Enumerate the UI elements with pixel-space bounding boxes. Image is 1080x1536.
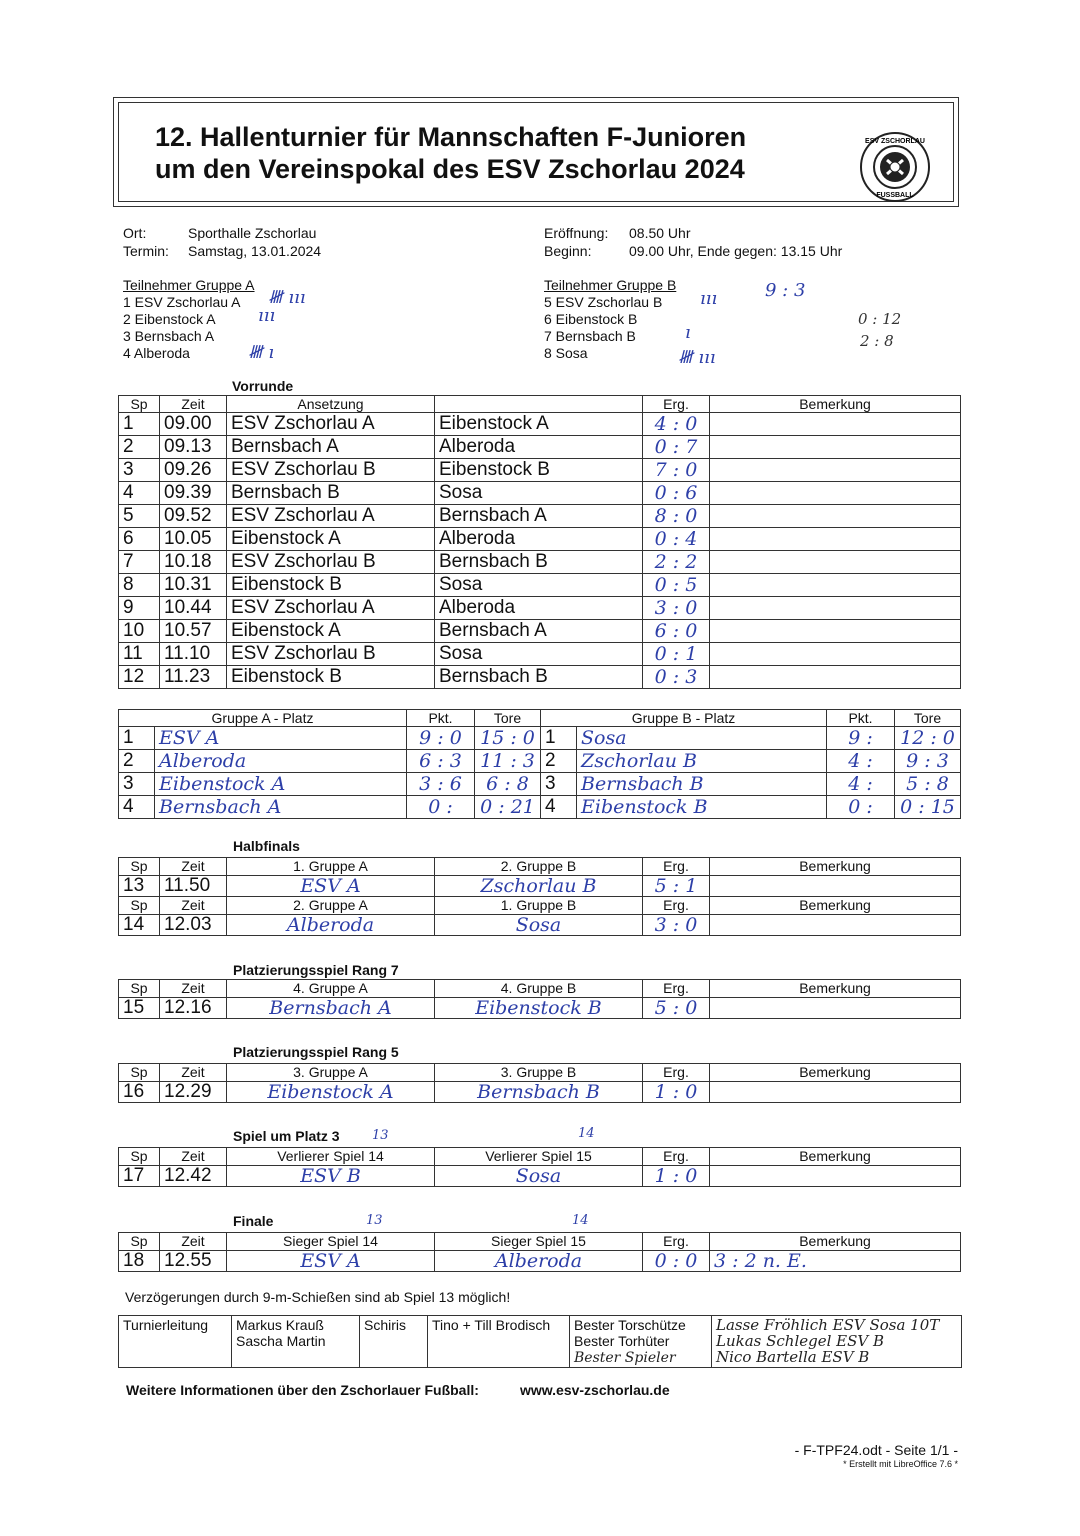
bemerkung: [710, 459, 961, 482]
award-labels: [570, 1316, 712, 1368]
page-footer-created: * Erstellt mit LibreOffice 7.6 *: [843, 1459, 958, 1469]
col-home: 2. Gruppe A: [227, 897, 435, 915]
group-b-tally-5: ııı: [700, 288, 718, 309]
zeit: 09.39: [160, 482, 227, 505]
zeit: 09.00: [160, 413, 227, 436]
bemerkung: [710, 574, 961, 597]
home: Alberoda: [227, 915, 435, 936]
erg: 0 : 3: [643, 666, 710, 689]
footer-table: [118, 1315, 962, 1368]
erg: 5 : 1: [643, 876, 710, 897]
table-row: [119, 1166, 961, 1187]
b-team: Bernsbach B: [577, 773, 827, 796]
erg: 6 : 0: [643, 620, 710, 643]
rank: 1: [119, 727, 155, 750]
zeit: 09.26: [160, 459, 227, 482]
away: Alberoda: [435, 597, 643, 620]
a-team: ESV A: [155, 727, 407, 750]
home: ESV Zschorlau A: [227, 597, 435, 620]
erg: 1 : 0: [643, 1166, 710, 1187]
erg: 0 : 6: [643, 482, 710, 505]
sp: 9: [119, 597, 160, 620]
erg: 3 : 0: [643, 597, 710, 620]
a-team: Eibenstock A: [155, 773, 407, 796]
zeit: 10.31: [160, 574, 227, 597]
sp: 18: [119, 1251, 160, 1272]
award-2-label: Bester Torhüter: [574, 1333, 670, 1349]
away: Bernsbach B: [435, 666, 643, 689]
group-b-tally-8: 𝍸 ııı: [678, 347, 716, 368]
termin-value: Samstag, 13.01.2024: [188, 243, 322, 259]
bemerkung: [710, 528, 961, 551]
club-logo: [859, 131, 931, 203]
table-row: [119, 528, 961, 551]
zeit: 12.16: [160, 998, 227, 1019]
col-zeit: Zeit: [160, 1148, 227, 1166]
a-pkt: 0 :: [407, 796, 475, 819]
website-link[interactable]: www.esv-zschorlau.de: [520, 1382, 670, 1398]
erg: 0 : 4: [643, 528, 710, 551]
col-home: 4. Gruppe A: [227, 980, 435, 998]
col-away: 3. Gruppe B: [435, 1064, 643, 1082]
bemerkung: [710, 915, 961, 936]
table-row: [119, 459, 961, 482]
bemerkung: [710, 551, 961, 574]
bemerkung: [710, 876, 961, 897]
home: ESV Zschorlau B: [227, 643, 435, 666]
page-footer-doc: - F-TPF24.odt - Seite 1/1 -: [794, 1442, 958, 1458]
col-erg: Erg.: [643, 1148, 710, 1166]
col-zeit: Zeit: [160, 1233, 227, 1251]
col-bemerkung: Bemerkung: [710, 1064, 961, 1082]
b-team: Eibenstock B: [577, 796, 827, 819]
table-row: [119, 998, 961, 1019]
award-1-winner: Lasse Fröhlich ESV Sosa 10T: [716, 1316, 940, 1334]
col-home: Verlierer Spiel 14: [227, 1148, 435, 1166]
platz3-note-away: 14: [578, 1126, 595, 1141]
table-row: [119, 666, 961, 689]
bemerkung: [710, 643, 961, 666]
sp: 17: [119, 1166, 160, 1187]
zeit: 10.05: [160, 528, 227, 551]
table-row: [119, 436, 961, 459]
col-erg: Erg.: [643, 1233, 710, 1251]
erg: 0 : 5: [643, 574, 710, 597]
erg: 0 : 7: [643, 436, 710, 459]
leitung-1: Markus Krauß: [236, 1317, 324, 1333]
sp: 7: [119, 551, 160, 574]
leitung-2: Sascha Martin: [236, 1333, 326, 1349]
ort-value: Sporthalle Zschorlau: [188, 225, 317, 241]
table-row: [119, 413, 961, 436]
b-tore: 9 : 3: [895, 750, 961, 773]
col-away: 4. Gruppe B: [435, 980, 643, 998]
col-a-tore: Tore: [475, 710, 541, 727]
col-bemerkung: Bemerkung: [710, 1233, 961, 1251]
group-a-heading: Teilnehmer Gruppe A: [123, 277, 255, 293]
sp: 14: [119, 915, 160, 936]
table-row: [119, 1251, 961, 1272]
group-b-tally-7: ı: [685, 322, 691, 343]
away: Sosa: [435, 574, 643, 597]
home: Eibenstock A: [227, 620, 435, 643]
bemerkung: [710, 620, 961, 643]
col-away: Sieger Spiel 15: [435, 1233, 643, 1251]
a-tore: 11 : 3: [475, 750, 541, 773]
away: Eibenstock B: [435, 998, 643, 1019]
zeit: 09.13: [160, 436, 227, 459]
turnierleitung-names: [232, 1316, 360, 1368]
home: ESV Zschorlau B: [227, 551, 435, 574]
col-home: 1. Gruppe A: [227, 858, 435, 876]
delay-note: Verzögerungen durch 9-m-Schießen sind ab Spiel 13 möglich!: [125, 1289, 511, 1305]
col-gruppe-a-platz: Gruppe A - Platz: [119, 710, 407, 727]
halbfinal-2-header: [119, 897, 961, 915]
col-erg: Erg.: [643, 980, 710, 998]
standings-header-row: [119, 710, 961, 727]
col-away: 1. Gruppe B: [435, 897, 643, 915]
title-line-2: um den Vereinspokal des ESV Zschorlau 2024: [155, 154, 745, 184]
home: ESV B: [227, 1166, 435, 1187]
col-bemerkung: Bemerkung: [710, 396, 961, 413]
rang5-table: [118, 1063, 961, 1103]
platz3-header: [119, 1148, 961, 1166]
finale-header: [119, 1233, 961, 1251]
group-a-tally-2: ııı: [258, 305, 276, 326]
page-title: [155, 121, 746, 185]
schiris-label: Schiris: [360, 1316, 428, 1368]
away: Sosa: [435, 1166, 643, 1187]
rang7-header: [119, 980, 961, 998]
bemerkung: 3 : 2 n. E.: [710, 1251, 961, 1272]
eroeffnung-label: Eröffnung:: [544, 225, 609, 241]
zeit: 12.03: [160, 915, 227, 936]
sp: 12: [119, 666, 160, 689]
col-ansetzung-away: [435, 396, 643, 413]
table-row: [119, 796, 961, 819]
bemerkung: [710, 1082, 961, 1103]
table-row: [119, 505, 961, 528]
group-a-tally-4: 𝍸 ı: [248, 342, 275, 363]
home: Eibenstock A: [227, 1082, 435, 1103]
erg: 5 : 0: [643, 998, 710, 1019]
zeit: 11.50: [160, 876, 227, 897]
zeit: 12.42: [160, 1166, 227, 1187]
zeit: 10.18: [160, 551, 227, 574]
bemerkung: [710, 482, 961, 505]
table-row: [119, 482, 961, 505]
group-b-team-5: 5 ESV Zschorlau B: [544, 294, 663, 310]
col-sp: Sp: [119, 858, 160, 876]
a-pkt: 9 : 0: [407, 727, 475, 750]
away: Bernsbach B: [435, 551, 643, 574]
b-pkt: 4 :: [827, 750, 895, 773]
b-tore: 0 : 15: [895, 796, 961, 819]
away: Alberoda: [435, 436, 643, 459]
rank: 2: [119, 750, 155, 773]
logo-text-top: ESV ZSCHORLAU: [865, 138, 925, 145]
table-row: [119, 574, 961, 597]
halbfinals-table: [118, 857, 961, 936]
table-row: [119, 1082, 961, 1103]
away: Sosa: [435, 643, 643, 666]
group-b-note-2: 0 : 12: [858, 310, 902, 328]
zeit: 12.55: [160, 1251, 227, 1272]
sp: 13: [119, 876, 160, 897]
b-pkt: 4 :: [827, 773, 895, 796]
home: Bernsbach A: [227, 436, 435, 459]
table-row: [119, 643, 961, 666]
finale-note-away: 14: [572, 1213, 589, 1228]
col-home: Sieger Spiel 14: [227, 1233, 435, 1251]
termin-label: Termin:: [123, 243, 169, 259]
b-pkt: 9 :: [827, 727, 895, 750]
platz3-label: Spiel um Platz 3: [233, 1128, 340, 1144]
rang7-label: Platzierungsspiel Rang 7: [233, 962, 399, 978]
col-sp: Sp: [119, 897, 160, 915]
away: Alberoda: [435, 528, 643, 551]
bemerkung: [710, 505, 961, 528]
col-sp: Sp: [119, 980, 160, 998]
bemerkung: [710, 1166, 961, 1187]
rank: 4: [541, 796, 577, 819]
col-zeit: Zeit: [160, 858, 227, 876]
bemerkung: [710, 436, 961, 459]
col-ansetzung: Ansetzung: [227, 396, 435, 413]
away: Bernsbach B: [435, 1082, 643, 1103]
group-b-note-3: 2 : 8: [860, 332, 894, 350]
sp: 6: [119, 528, 160, 551]
b-pkt: 0 :: [827, 796, 895, 819]
home: ESV Zschorlau A: [227, 413, 435, 436]
group-a-team-4: 4 Alberoda: [123, 345, 190, 361]
erg: 7 : 0: [643, 459, 710, 482]
erg: 3 : 0: [643, 915, 710, 936]
erg: 1 : 0: [643, 1082, 710, 1103]
vorrunde-table: [118, 395, 961, 689]
logo-text-bottom: FUSSBALL: [876, 192, 914, 199]
away: Eibenstock A: [435, 413, 643, 436]
eroeffnung-value: 08.50 Uhr: [629, 225, 691, 241]
sp: 16: [119, 1082, 160, 1103]
halbfinals-label: Halbfinals: [233, 838, 300, 854]
col-erg: Erg.: [643, 1064, 710, 1082]
away: Alberoda: [435, 1251, 643, 1272]
beginn-label: Beginn:: [544, 243, 592, 259]
zeit: 10.57: [160, 620, 227, 643]
b-tore: 5 : 8: [895, 773, 961, 796]
col-away: 2. Gruppe B: [435, 858, 643, 876]
away: Sosa: [435, 482, 643, 505]
col-a-pkt: Pkt.: [407, 710, 475, 727]
home: ESV A: [227, 876, 435, 897]
group-b-note-1: 9 : 3: [765, 280, 806, 301]
group-b-heading: Teilnehmer Gruppe B: [544, 277, 677, 293]
group-b-team-6: 6 Eibenstock B: [544, 311, 638, 327]
group-a-team-2: 2 Eibenstock A: [123, 311, 216, 327]
col-zeit: Zeit: [160, 1064, 227, 1082]
b-tore: 12 : 0: [895, 727, 961, 750]
sp: 15: [119, 998, 160, 1019]
bemerkung: [710, 597, 961, 620]
b-team: Sosa: [577, 727, 827, 750]
erg: 4 : 0: [643, 413, 710, 436]
table-row: [119, 551, 961, 574]
col-erg: Erg.: [643, 897, 710, 915]
sp: 10: [119, 620, 160, 643]
title-line-1: 12. Hallenturnier für Mannschaften F-Junioren: [155, 122, 747, 152]
table-row: [119, 750, 961, 773]
col-erg: Erg.: [643, 396, 710, 413]
award-3-label: Bester Spieler: [574, 1350, 676, 1366]
award-winners: [712, 1316, 962, 1368]
rang7-table: [118, 979, 961, 1019]
col-gruppe-b-platz: Gruppe B - Platz: [541, 710, 827, 727]
home: ESV Zschorlau A: [227, 505, 435, 528]
rang5-label: Platzierungsspiel Rang 5: [233, 1044, 399, 1060]
col-sp: Sp: [119, 396, 160, 413]
finale-note-home: 13: [366, 1213, 383, 1228]
col-b-tore: Tore: [895, 710, 961, 727]
table-row: [119, 727, 961, 750]
award-2-winner: Lukas Schlegel ESV B: [716, 1332, 885, 1350]
halbfinal-1-header: [119, 858, 961, 876]
a-tore: 6 : 8: [475, 773, 541, 796]
group-a-team-1: 1 ESV Zschorlau A: [123, 294, 241, 310]
ort-label: Ort:: [123, 225, 147, 241]
group-b-team-7: 7 Bernsbach B: [544, 328, 636, 344]
rank: 3: [119, 773, 155, 796]
platz3-note-home: 13: [372, 1128, 389, 1143]
home: ESV Zschorlau B: [227, 459, 435, 482]
group-a-tally-1: 𝍸 ııı: [268, 287, 306, 308]
turnierleitung-label: Turnierleitung: [119, 1316, 232, 1368]
home: Bernsbach B: [227, 482, 435, 505]
zeit: 11.23: [160, 666, 227, 689]
zeit: 09.52: [160, 505, 227, 528]
rank: 2: [541, 750, 577, 773]
award-1-label: Bester Torschütze: [574, 1317, 686, 1333]
table-row: [119, 876, 961, 897]
award-3-winner: Nico Bartella ESV B: [716, 1348, 870, 1366]
home: Eibenstock B: [227, 666, 435, 689]
col-zeit: Zeit: [160, 897, 227, 915]
col-b-pkt: Pkt.: [827, 710, 895, 727]
home: ESV A: [227, 1251, 435, 1272]
zeit: 11.10: [160, 643, 227, 666]
sp: 2: [119, 436, 160, 459]
zeit: 10.44: [160, 597, 227, 620]
away: Bernsbach A: [435, 620, 643, 643]
col-zeit: Zeit: [160, 980, 227, 998]
col-away: Verlierer Spiel 15: [435, 1148, 643, 1166]
sp: 8: [119, 574, 160, 597]
a-pkt: 6 : 3: [407, 750, 475, 773]
col-zeit: Zeit: [160, 396, 227, 413]
rank: 4: [119, 796, 155, 819]
col-home: 3. Gruppe A: [227, 1064, 435, 1082]
title-box: [113, 97, 959, 207]
sp: 1: [119, 413, 160, 436]
footer-row: [119, 1316, 962, 1368]
erg: 8 : 0: [643, 505, 710, 528]
finale-label: Finale: [233, 1213, 274, 1229]
away: Sosa: [435, 915, 643, 936]
col-sp: Sp: [119, 1233, 160, 1251]
schiris-names: Tino + Till Brodisch: [428, 1316, 570, 1368]
bemerkung: [710, 666, 961, 689]
group-a-team-3: 3 Bernsbach A: [123, 328, 215, 344]
rang5-header: [119, 1064, 961, 1082]
zeit: 12.29: [160, 1082, 227, 1103]
col-erg: Erg.: [643, 858, 710, 876]
a-team: Bernsbach A: [155, 796, 407, 819]
col-bemerkung: Bemerkung: [710, 897, 961, 915]
a-tore: 0 : 21: [475, 796, 541, 819]
a-pkt: 3 : 6: [407, 773, 475, 796]
rank: 1: [541, 727, 577, 750]
vorrunde-header-row: [119, 396, 961, 413]
erg: 0 : 1: [643, 643, 710, 666]
a-tore: 15 : 0: [475, 727, 541, 750]
bemerkung: [710, 413, 961, 436]
rank: 3: [541, 773, 577, 796]
erg: 2 : 2: [643, 551, 710, 574]
more-info: Weitere Informationen über den Zschorlauer Fußball:: [126, 1382, 479, 1398]
bemerkung: [710, 998, 961, 1019]
sp: 11: [119, 643, 160, 666]
sp: 4: [119, 482, 160, 505]
home: Eibenstock B: [227, 574, 435, 597]
table-row: [119, 915, 961, 936]
away: Zschorlau B: [435, 876, 643, 897]
erg: 0 : 0: [643, 1251, 710, 1272]
beginn-value: 09.00 Uhr, Ende gegen: 13.15 Uhr: [629, 243, 843, 259]
table-row: [119, 620, 961, 643]
finale-table: [118, 1232, 961, 1272]
sp: 3: [119, 459, 160, 482]
col-bemerkung: Bemerkung: [710, 1148, 961, 1166]
platz3-table: [118, 1147, 961, 1187]
vorrunde-label: Vorrunde: [232, 378, 294, 394]
col-sp: Sp: [119, 1064, 160, 1082]
sp: 5: [119, 505, 160, 528]
table-row: [119, 773, 961, 796]
away: Bernsbach A: [435, 505, 643, 528]
group-b-team-8: 8 Sosa: [544, 345, 588, 361]
standings-table: [118, 709, 961, 819]
b-team: Zschorlau B: [577, 750, 827, 773]
home: Bernsbach A: [227, 998, 435, 1019]
a-team: Alberoda: [155, 750, 407, 773]
table-row: [119, 597, 961, 620]
col-sp: Sp: [119, 1148, 160, 1166]
col-bemerkung: Bemerkung: [710, 858, 961, 876]
col-bemerkung: Bemerkung: [710, 980, 961, 998]
away: Eibenstock B: [435, 459, 643, 482]
home: Eibenstock A: [227, 528, 435, 551]
